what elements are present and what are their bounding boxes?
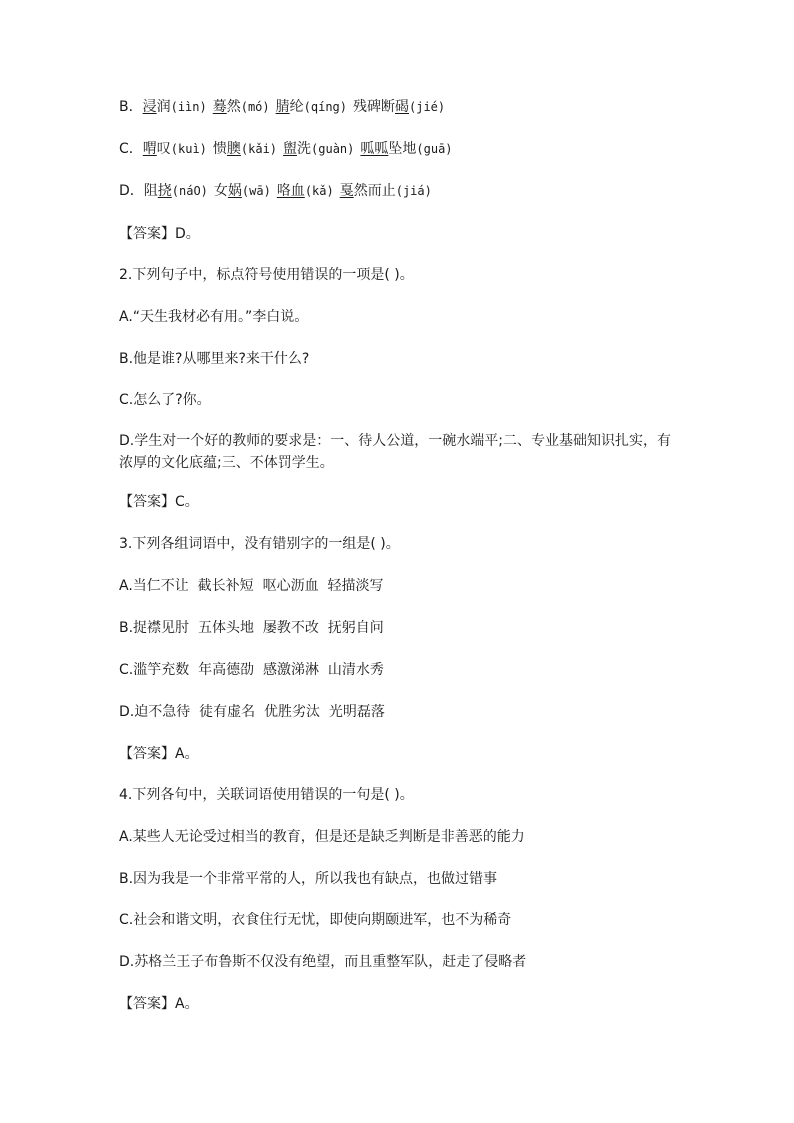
option-label: B．: [119, 99, 143, 115]
word-rest: 残碑断: [353, 99, 395, 115]
option-label: D．: [119, 183, 144, 199]
q2-option-a: A.“天生我材必有用。”李白说。: [119, 309, 309, 325]
underlined-char: 娲: [227, 183, 242, 199]
word-rest: 然而止: [353, 183, 396, 199]
q3-option-b: B.捉襟见肘 五体头地 屡教不改 抚躬自问: [119, 620, 384, 636]
word-rest: 女: [213, 183, 228, 199]
q2-stem: 2.下列句子中，标点符号使用错误的一项是( )。: [119, 267, 414, 283]
word-rest: 坠地: [388, 141, 417, 157]
q4-option-c: C.社会和谐文明，衣食住行无忧，即使向期颐进军，也不为稀奇: [119, 912, 512, 928]
pinyin: (iìn): [170, 100, 207, 114]
underlined-char: 盥: [283, 141, 298, 157]
underlined-char: 喟: [142, 141, 157, 157]
option-label: C．: [119, 141, 143, 157]
underlined-char: 挠: [157, 183, 172, 199]
word-rest: 愦: [212, 141, 227, 157]
pinyin: (guàn): [311, 142, 355, 156]
q2-option-c: C.怎么了?你。: [119, 392, 211, 408]
underlined-char: 蓦: [212, 99, 227, 115]
pinyin: (kuì): [170, 142, 207, 156]
pinyin: (qíng): [303, 100, 347, 114]
q3-option-a: A.当仁不让 截长补短 呕心沥血 轻描淡写: [119, 578, 384, 594]
pinyin: (jié): [409, 100, 446, 114]
underlined-char: 呱呱: [360, 141, 389, 157]
word-rest: 洗: [297, 141, 312, 157]
word-rest: 然: [226, 99, 241, 115]
pinyin: (kǎ): [304, 184, 334, 198]
q3-option-c: C.滥竽充数 年高德劭 感激涕淋 山清水秀: [119, 662, 384, 678]
q3-option-d: D.迫不急待 徒有虚名 优胜劣汰 光明磊落: [119, 704, 385, 720]
q1-answer: 【答案】D。: [119, 226, 200, 242]
pinyin: (kǎi): [240, 142, 278, 156]
q4-option-b: B.因为我是一个非常平常的人，所以我也有缺点，也做过错事: [119, 871, 498, 887]
pinyin: (mó): [240, 100, 270, 114]
q4-answer: 【答案】A。: [119, 996, 199, 1012]
q2-answer: 【答案】C。: [119, 494, 199, 510]
pinyin: (wā): [241, 184, 271, 198]
q1-option-b: [119, 97, 694, 118]
q4-option-a: A.某些人无论受过相当的教育，但是还是缺乏判断是非善恶的能力: [119, 829, 525, 845]
pinyin: (guā): [416, 142, 453, 156]
word-rest: 叹: [156, 141, 171, 157]
q2-option-d-line2: 浓厚的文化底蕴;三、不体罚学生。: [119, 455, 334, 471]
underlined-char: 戛: [339, 183, 354, 199]
underlined-char: 浸: [142, 99, 157, 115]
word-rest: 润: [156, 99, 171, 115]
underlined-char: 腈: [275, 99, 290, 115]
word-rest: 阻: [143, 183, 158, 199]
q2-option-d-line1: D.学生对一个好的教师的要求是：一、待人公道，一碗水端平;二、专业基础知识扎实，有: [119, 433, 671, 449]
underlined-char: 咯血: [276, 183, 305, 199]
q1-option-c: [119, 139, 694, 160]
underlined-char: 䐿: [226, 141, 241, 157]
q1-option-d: [119, 181, 694, 202]
word-rest: 纶: [289, 99, 304, 115]
q3-stem: 3.下列各组词语中，没有错别字的一组是( )。: [119, 536, 400, 552]
pinyin: (náO): [171, 184, 208, 198]
underlined-char: 碣: [395, 99, 409, 115]
q4-stem: 4.下列各句中，关联词语使用错误的一句是( )。: [119, 787, 414, 803]
q4-option-d: D.苏格兰王子布鲁斯不仅没有绝望，而且重整军队，赶走了侵略者: [119, 954, 527, 970]
q3-answer: 【答案】A。: [119, 746, 199, 762]
pinyin: (jiá): [395, 184, 432, 198]
q2-option-b: B.他是谁?从哪里来?来干什么?: [119, 351, 310, 367]
